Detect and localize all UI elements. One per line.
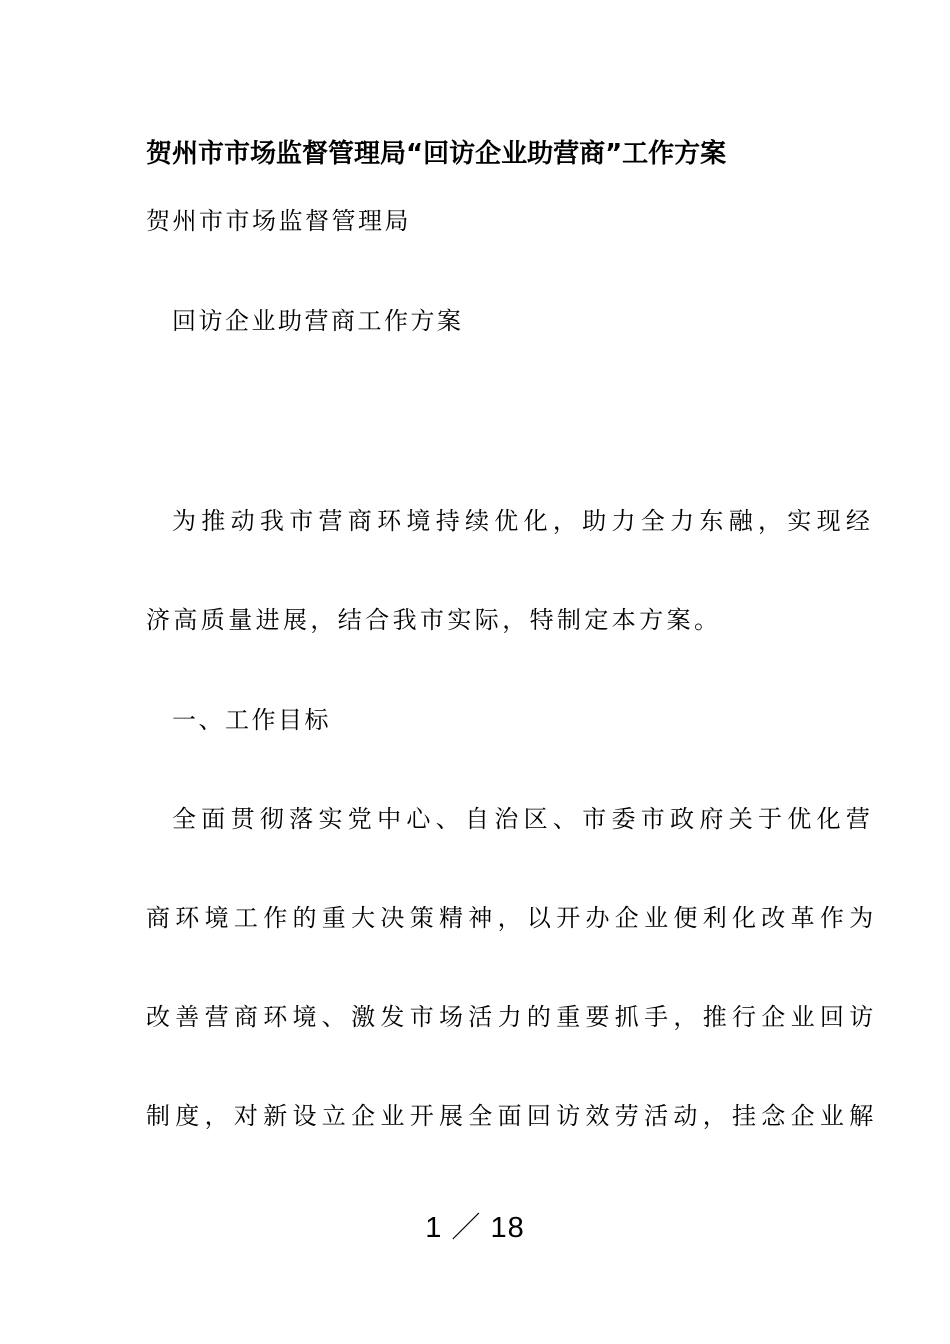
document-author: 贺州市市场监督管理局: [146, 207, 411, 235]
section-heading: 一、工作目标: [172, 706, 331, 734]
intro-paragraph-line: 为推动我市营商环境持续优化，助力全力东融，实现经: [172, 507, 876, 535]
document-subtitle: 回访企业助营商工作方案: [172, 307, 464, 335]
document-title: 贺州市市场监督管理局“回访企业助营商”工作方案: [146, 139, 727, 169]
page-number: 1 ／ 18: [425, 1212, 525, 1244]
section-paragraph-line: 改善营商环境、激发市场活力的重要抓手，推行企业回访: [146, 1003, 879, 1031]
section-paragraph-line: 商环境工作的重大决策精神，以开办企业便利化改革作为: [146, 904, 879, 932]
intro-paragraph-line: 济高质量进展，结合我市实际，特制定本方案。: [146, 606, 722, 634]
section-paragraph-line: 全面贯彻落实党中心、自治区、市委市政府关于优化营: [172, 805, 876, 833]
section-paragraph-line: 制度，对新设立企业开展全面回访效劳活动，挂念企业解: [146, 1102, 879, 1130]
